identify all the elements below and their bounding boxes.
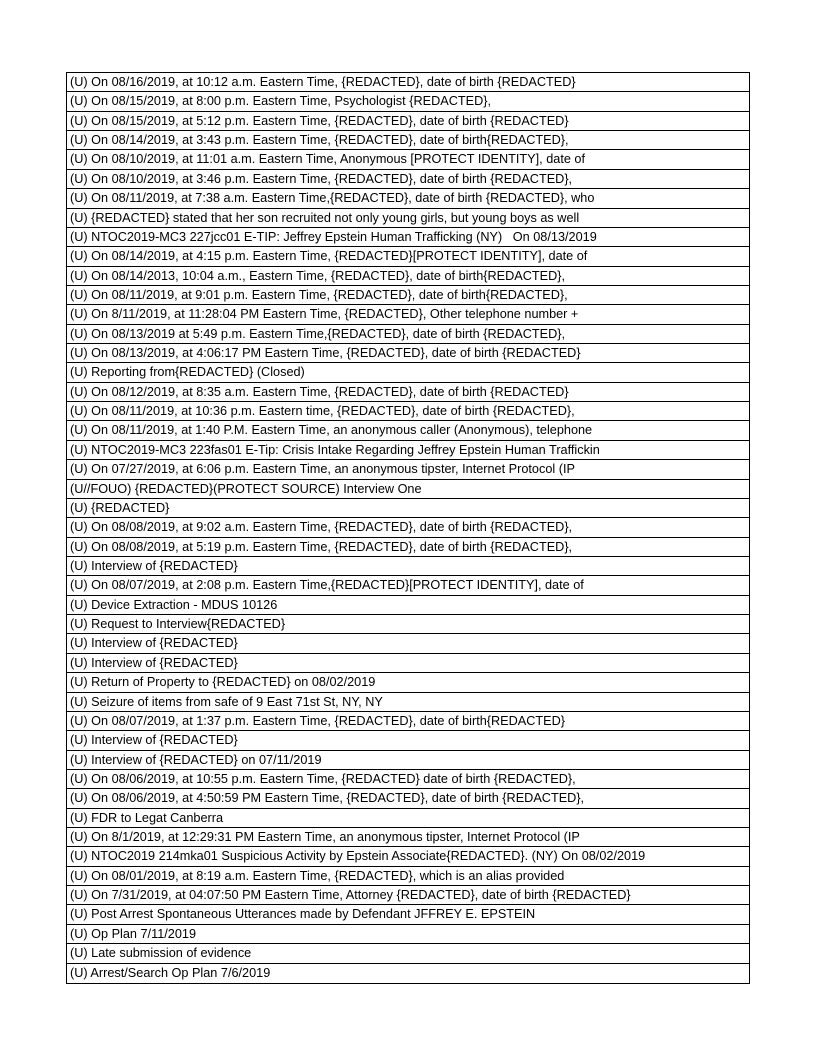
table-row bbox=[67, 654, 749, 673]
table-row bbox=[67, 460, 749, 479]
table-row bbox=[67, 847, 749, 866]
table-row bbox=[67, 789, 749, 808]
table-row bbox=[67, 751, 749, 770]
table-row bbox=[67, 305, 749, 324]
table-row bbox=[67, 189, 749, 208]
table-row bbox=[67, 615, 749, 634]
row-text: (U) Arrest/Search Op Plan 7/6/2019 bbox=[70, 965, 271, 980]
row-text: (U) On 08/11/2019, at 1:40 P.M. Eastern Time, an anonymous caller (Anonymous), telephone bbox=[70, 423, 593, 438]
row-text: (U) On 08/13/2019, at 4:06:17 PM Eastern Time, {REDACTED}, date of birth {REDACTED} bbox=[70, 346, 581, 361]
table-row bbox=[67, 247, 749, 266]
table-row bbox=[67, 402, 749, 421]
table-row bbox=[67, 112, 749, 131]
table-row bbox=[67, 886, 749, 905]
table-row bbox=[67, 228, 749, 247]
row-text: (U) Interview of {REDACTED} bbox=[70, 636, 238, 651]
table-row bbox=[67, 828, 749, 847]
row-text: (U) Return of Property to {REDACTED} on 08/02/2019 bbox=[70, 675, 376, 690]
row-text: (U) Reporting from{REDACTED} (Closed) bbox=[70, 365, 305, 380]
table-row bbox=[67, 518, 749, 537]
row-text: (U) On 08/13/2019 at 5:49 p.m. Eastern Time,{REDACTED}, date of birth {REDACTED}, bbox=[70, 326, 566, 341]
row-text: (U) On 08/12/2019, at 8:35 a.m. Eastern Time, {REDACTED}, date of birth {REDACTED} bbox=[70, 384, 569, 399]
table-row bbox=[67, 383, 749, 402]
table-row bbox=[67, 673, 749, 692]
row-text: (U) On 8/11/2019, at 11:28:04 PM Eastern Time, {REDACTED}, Other telephone number + bbox=[70, 307, 579, 322]
table-row bbox=[67, 480, 749, 499]
table-row bbox=[67, 576, 749, 595]
row-text: (U) On 08/11/2019, at 9:01 p.m. Eastern Time, {REDACTED}, date of birth{REDACTED}, bbox=[70, 287, 568, 302]
row-text: (U) {REDACTED} stated that her son recruited not only young girls, but young boys as well bbox=[70, 210, 580, 225]
table-row bbox=[67, 150, 749, 169]
table-row bbox=[67, 712, 749, 731]
row-text: (U) On 08/10/2019, at 11:01 a.m. Eastern Time, Anonymous [PROTECT IDENTITY], date of bbox=[70, 152, 586, 167]
row-text: (U) On 8/1/2019, at 12:29:31 PM Eastern Time, an anonymous tipster, Internet Protocol (IP bbox=[70, 830, 580, 845]
table-row bbox=[67, 92, 749, 111]
row-text: (U) On 08/16/2019, at 10:12 a.m. Eastern Time, {REDACTED}, date of birth {REDACTED} bbox=[70, 75, 576, 89]
table-row bbox=[67, 499, 749, 518]
row-text: (U) On 08/14/2019, at 4:15 p.m. Eastern Time, {REDACTED}[PROTECT IDENTITY], date of bbox=[70, 249, 588, 264]
table-row bbox=[67, 905, 749, 924]
row-text: (U) Interview of {REDACTED} bbox=[70, 733, 238, 748]
row-text: (U) On 08/14/2013, 10:04 a.m., Eastern Time, {REDACTED}, date of birth{REDACTED}, bbox=[70, 268, 566, 283]
row-text: (U) NTOC2019-MC3 227jcc01 E-TIP: Jeffrey Epstein Human Trafficking (NY) On 08/13/2019 bbox=[70, 229, 597, 244]
row-text: (U) On 08/11/2019, at 7:38 a.m. Eastern Time,{REDACTED}, date of birth {REDACTED}, who bbox=[70, 191, 595, 206]
table-row bbox=[67, 596, 749, 615]
table-row bbox=[67, 131, 749, 150]
table-row bbox=[67, 538, 749, 557]
table-row bbox=[67, 363, 749, 382]
row-text: (U) On 08/15/2019, at 8:00 p.m. Eastern Time, Psychologist {REDACTED}, bbox=[70, 94, 491, 109]
table-row bbox=[67, 731, 749, 750]
row-text: (U) On 08/14/2019, at 3:43 p.m. Eastern Time, {REDACTED}, date of birth{REDACTED}, bbox=[70, 133, 569, 148]
table-row bbox=[67, 925, 749, 944]
row-text: (U) On 08/07/2019, at 1:37 p.m. Eastern Time, {REDACTED}, date of birth{REDACTED} bbox=[70, 713, 566, 728]
row-text: (U) On 08/15/2019, at 5:12 p.m. Eastern Time, {REDACTED}, date of birth {REDACTED} bbox=[70, 113, 569, 128]
row-text: (U) Interview of {REDACTED} on 07/11/2019 bbox=[70, 752, 322, 767]
row-text: (U) Interview of {REDACTED} bbox=[70, 558, 238, 573]
table-row bbox=[67, 809, 749, 828]
table-row bbox=[67, 73, 749, 92]
row-text: (U) Op Plan 7/11/2019 bbox=[70, 926, 197, 941]
row-text: (U) On 08/08/2019, at 9:02 a.m. Eastern Time, {REDACTED}, date of birth {REDACTED}, bbox=[70, 520, 573, 535]
table-row bbox=[67, 867, 749, 886]
row-text: (U) Device Extraction - MDUS 10126 bbox=[70, 597, 278, 612]
row-text: (U) On 08/06/2019, at 4:50:59 PM Eastern Time, {REDACTED}, date of birth {REDACTED}, bbox=[70, 791, 585, 806]
table-row bbox=[67, 964, 749, 983]
row-text: (U) Interview of {REDACTED} bbox=[70, 655, 238, 670]
row-text: (U) On 7/31/2019, at 04:07:50 PM Eastern Time, Attorney {REDACTED}, date of birth {REDACTED} bbox=[70, 888, 631, 903]
table-row bbox=[67, 325, 749, 344]
table-row bbox=[67, 170, 749, 189]
table-row bbox=[67, 693, 749, 712]
row-text: (U) NTOC2019 214mka01 Suspicious Activity by Epstein Associate{REDACTED}. (NY) On 08/02/2019 bbox=[70, 849, 646, 864]
table-row bbox=[67, 944, 749, 963]
row-text: (U) FDR to Legat Canberra bbox=[70, 810, 224, 825]
row-text: (U) Post Arrest Spontaneous Utterances made by Defendant JFFREY E. EPSTEIN bbox=[70, 907, 536, 922]
row-text: (U) On 08/10/2019, at 3:46 p.m. Eastern Time, {REDACTED}, date of birth {REDACTED}, bbox=[70, 171, 573, 186]
row-text: (U) {REDACTED} bbox=[70, 500, 170, 515]
row-text: (U) On 08/01/2019, at 8:19 a.m. Eastern Time, {REDACTED}, which is an alias provided bbox=[70, 868, 565, 883]
row-text: (U) Seizure of items from safe of 9 East 71st St, NY, NY bbox=[70, 694, 383, 709]
table-row bbox=[67, 634, 749, 653]
row-text: (U) On 07/27/2019, at 6:06 p.m. Eastern Time, an anonymous tipster, Internet Protocol (IP bbox=[70, 462, 575, 477]
row-text: (U) Late submission of evidence bbox=[70, 946, 252, 961]
table-row bbox=[67, 267, 749, 286]
document-entries-table bbox=[66, 72, 750, 984]
row-text: (U) NTOC2019-MC3 223fas01 E-Tip: Crisis Intake Regarding Jeffrey Epstein Human Traffickin bbox=[70, 442, 600, 457]
row-text: (U) On 08/06/2019, at 10:55 p.m. Eastern Time, {REDACTED} date of birth {REDACTED}, bbox=[70, 771, 576, 786]
row-text: (U) On 08/08/2019, at 5:19 p.m. Eastern Time, {REDACTED}, date of birth {REDACTED}, bbox=[70, 539, 573, 554]
row-text: (U) On 08/07/2019, at 2:08 p.m. Eastern Time,{REDACTED}[PROTECT IDENTITY], date of bbox=[70, 578, 584, 593]
row-text: (U) Request to Interview{REDACTED} bbox=[70, 617, 286, 632]
table-row bbox=[67, 557, 749, 576]
row-text: (U//FOUO) {REDACTED}(PROTECT SOURCE) Interview One bbox=[70, 481, 422, 496]
table-row bbox=[67, 441, 749, 460]
row-text: (U) On 08/11/2019, at 10:36 p.m. Eastern time, {REDACTED}, date of birth {REDACTED}, bbox=[70, 404, 575, 419]
table-row bbox=[67, 286, 749, 305]
table-row bbox=[67, 770, 749, 789]
table-row bbox=[67, 344, 749, 363]
table-row bbox=[67, 421, 749, 440]
table-row bbox=[67, 209, 749, 228]
